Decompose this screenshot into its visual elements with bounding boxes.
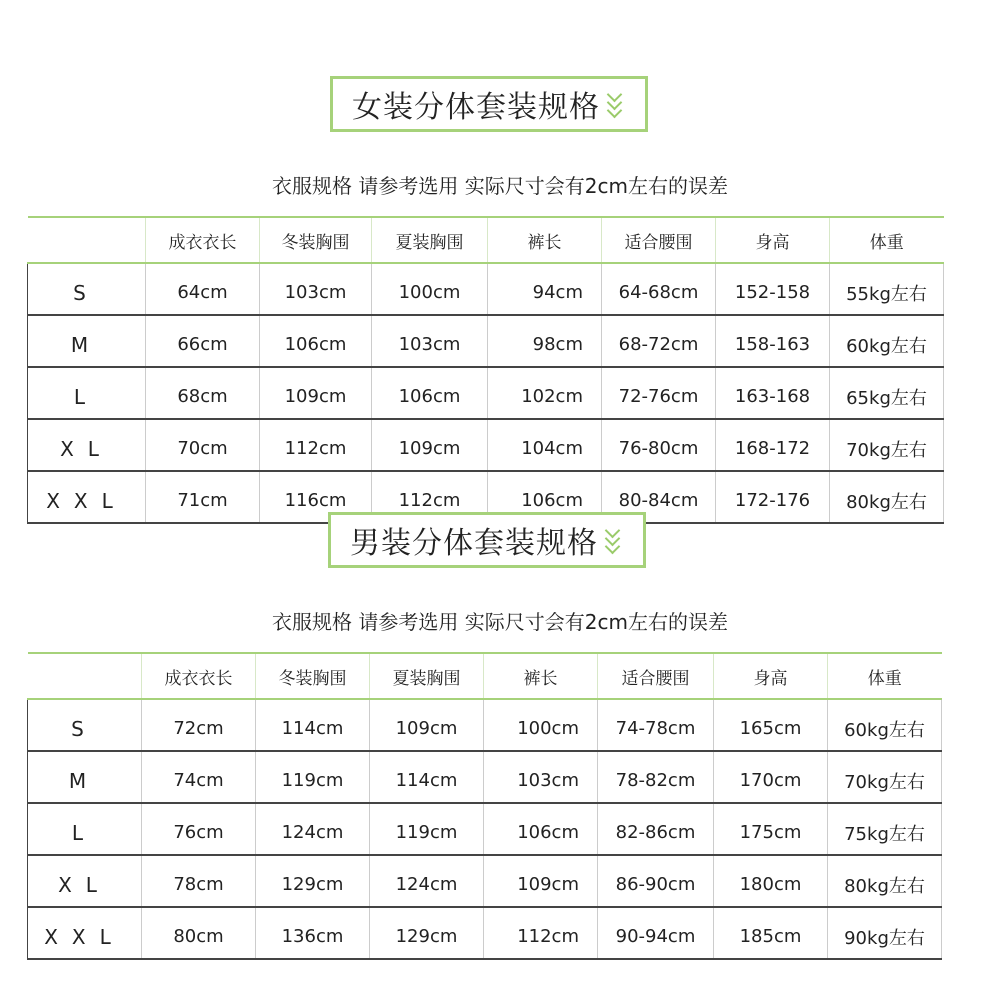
table-cell: 103cm: [484, 751, 598, 803]
table-cell: 158-163: [716, 315, 830, 367]
table-row: [28, 263, 944, 315]
column-header: 裤长: [488, 217, 602, 263]
table-cell: 124cm: [370, 855, 484, 907]
table-cell: 163-168: [716, 367, 830, 419]
column-header: 身高: [714, 653, 828, 699]
table-cell: 60kg左右: [830, 315, 944, 367]
column-header: 冬装胸围: [256, 653, 370, 699]
table-cell: 109cm: [372, 419, 488, 471]
men-size-table: [27, 652, 942, 960]
chevron-down-icon: [604, 525, 624, 555]
table-cell: 175cm: [714, 803, 828, 855]
men-title-box: [328, 512, 646, 568]
table-cell: 106cm: [484, 803, 598, 855]
column-header: 体重: [828, 653, 942, 699]
table-cell: 80cm: [142, 907, 256, 959]
table-cell: 100cm: [484, 699, 598, 751]
table-cell: 71cm: [146, 471, 260, 523]
column-header: 夏装胸围: [372, 217, 488, 263]
table-cell: 80kg左右: [828, 855, 942, 907]
women-title-box: [330, 76, 648, 132]
size-label: XXL: [28, 471, 146, 523]
table-cell: 86-90cm: [598, 855, 714, 907]
table-cell: 70cm: [146, 419, 260, 471]
table-cell: 102cm: [488, 367, 602, 419]
column-header: 体重: [830, 217, 944, 263]
table-cell: 76-80cm: [602, 419, 716, 471]
table-cell: 106cm: [260, 315, 372, 367]
table-cell: 72-76cm: [602, 367, 716, 419]
size-label: L: [28, 367, 146, 419]
table-cell: 165cm: [714, 699, 828, 751]
table-cell: 106cm: [488, 471, 602, 523]
table-cell: 68-72cm: [602, 315, 716, 367]
table-cell: 64cm: [146, 263, 260, 315]
table-cell: 80kg左右: [830, 471, 944, 523]
column-header: 适合腰围: [598, 653, 714, 699]
table-cell: 106cm: [372, 367, 488, 419]
table-cell: 112cm: [372, 471, 488, 523]
table-cell: 55kg左右: [830, 263, 944, 315]
table-cell: 94cm: [488, 263, 602, 315]
table-cell: 185cm: [714, 907, 828, 959]
table-row: [28, 751, 942, 803]
table-cell: 74cm: [142, 751, 256, 803]
table-cell: 168-172: [716, 419, 830, 471]
size-label: S: [28, 263, 146, 315]
women-note: 衣服规格 请参考选用 实际尺寸会有2cm左右的误差: [272, 174, 728, 198]
table-cell: 70kg左右: [830, 419, 944, 471]
table-cell: 112cm: [260, 419, 372, 471]
table-row: [28, 419, 944, 471]
size-label: XL: [28, 855, 142, 907]
column-header: 夏装胸围: [370, 653, 484, 699]
table-cell: 98cm: [488, 315, 602, 367]
table-cell: 114cm: [256, 699, 370, 751]
table-cell: 90-94cm: [598, 907, 714, 959]
table-cell: 172-176: [716, 471, 830, 523]
column-header: 成衣衣长: [142, 653, 256, 699]
table-cell: 100cm: [372, 263, 488, 315]
column-header: 成衣衣长: [146, 217, 260, 263]
size-label: XL: [28, 419, 146, 471]
table-row: [28, 907, 942, 959]
table-cell: 136cm: [256, 907, 370, 959]
table-row: [28, 855, 942, 907]
table-cell: 74-78cm: [598, 699, 714, 751]
size-label: M: [28, 315, 146, 367]
table-cell: 64-68cm: [602, 263, 716, 315]
table-cell: 66cm: [146, 315, 260, 367]
table-cell: 116cm: [260, 471, 372, 523]
table-cell: 129cm: [256, 855, 370, 907]
table-cell: 70kg左右: [828, 751, 942, 803]
column-header: [28, 653, 142, 699]
table-cell: 119cm: [256, 751, 370, 803]
chevron-down-icon: [606, 89, 626, 119]
table-row: [28, 367, 944, 419]
table-cell: 129cm: [370, 907, 484, 959]
table-cell: 76cm: [142, 803, 256, 855]
size-label: S: [28, 699, 142, 751]
table-cell: 152-158: [716, 263, 830, 315]
table-cell: 82-86cm: [598, 803, 714, 855]
table-header-row: [28, 653, 942, 699]
table-cell: 109cm: [370, 699, 484, 751]
men-title: 男装分体套装规格: [350, 526, 598, 561]
table-row: [28, 803, 942, 855]
column-header: 冬装胸围: [260, 217, 372, 263]
table-cell: 78-82cm: [598, 751, 714, 803]
table-cell: 60kg左右: [828, 699, 942, 751]
table-header-row: [28, 217, 944, 263]
size-label: XXL: [28, 907, 142, 959]
size-label: M: [28, 751, 142, 803]
table-cell: 124cm: [256, 803, 370, 855]
table-cell: 104cm: [488, 419, 602, 471]
table-cell: 112cm: [484, 907, 598, 959]
men-note: 衣服规格 请参考选用 实际尺寸会有2cm左右的误差: [272, 610, 728, 634]
column-header: 适合腰围: [602, 217, 716, 263]
table-cell: 65kg左右: [830, 367, 944, 419]
table-row: [28, 699, 942, 751]
table-cell: 78cm: [142, 855, 256, 907]
column-header: 裤长: [484, 653, 598, 699]
table-cell: 114cm: [370, 751, 484, 803]
column-header: 身高: [716, 217, 830, 263]
table-cell: 80-84cm: [602, 471, 716, 523]
table-cell: 72cm: [142, 699, 256, 751]
table-cell: 109cm: [260, 367, 372, 419]
table-cell: 75kg左右: [828, 803, 942, 855]
table-cell: 103cm: [260, 263, 372, 315]
women-size-table: [27, 216, 944, 524]
table-cell: 90kg左右: [828, 907, 942, 959]
table-cell: 68cm: [146, 367, 260, 419]
table-cell: 109cm: [484, 855, 598, 907]
size-label: L: [28, 803, 142, 855]
column-header: [28, 217, 146, 263]
women-title: 女装分体套装规格: [352, 90, 600, 125]
table-row: [28, 315, 944, 367]
table-cell: 180cm: [714, 855, 828, 907]
table-cell: 119cm: [370, 803, 484, 855]
table-cell: 103cm: [372, 315, 488, 367]
table-cell: 170cm: [714, 751, 828, 803]
